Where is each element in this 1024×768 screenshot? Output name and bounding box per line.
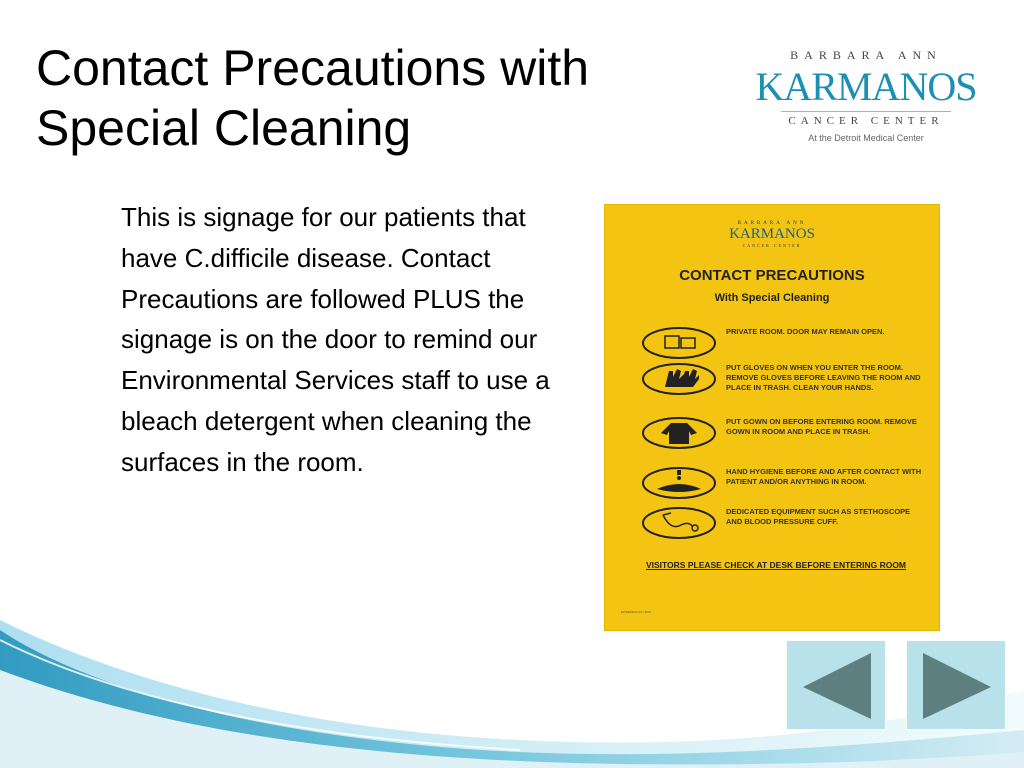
sign-subtitle: With Special Cleaning bbox=[714, 292, 830, 304]
next-slide-button[interactable] bbox=[906, 640, 1006, 730]
logo-line1: BARBARA ANN bbox=[790, 48, 942, 62]
slide-title: Contact Precautions with Special Cleaning bbox=[36, 40, 590, 156]
sign-item-text: PUT GOWN ON BEFORE ENTERING ROOM. REMOVE GOWN IN ROOM AND PLACE IN TRASH. bbox=[726, 417, 917, 436]
logo-line3: At the Detroit Medical Center bbox=[808, 133, 924, 143]
gown-icon bbox=[641, 417, 717, 449]
stethoscope-icon bbox=[641, 507, 717, 539]
logo-line2: CANCER CENTER bbox=[781, 111, 951, 127]
sign-item-text: PUT GLOVES ON WHEN YOU ENTER THE ROOM. REMOVE GLOVES BEFORE LEAVING THE ROOM AND PLACE IN TRASH. CLEAN YOUR HANDS. bbox=[726, 363, 921, 392]
logo-name: KARMANOS bbox=[755, 64, 977, 109]
sign-item-text: HAND HYGIENE BEFORE AND AFTER CONTACT WITH PATIENT AND/OR ANYTHING IN ROOM. bbox=[726, 467, 922, 486]
hand-hygiene-icon bbox=[641, 467, 717, 499]
slide-body-text: This is signage for our patients that have C.difficile disease. Contact Precautions are followed PLUS the signage is on the door to remind our Environmental Services staff to use a bleach detergent when cleaning the surfaces in the room. bbox=[121, 202, 550, 477]
sign-logo-name: KARMANOS bbox=[729, 226, 815, 242]
sign-footer: EPIDEMIOLOGY 8/08 bbox=[621, 610, 651, 614]
sign-logo bbox=[605, 221, 939, 248]
door-icon bbox=[641, 327, 717, 359]
sign-visitors-note: VISITORS PLEASE CHECK AT DESK BEFORE ENTERING ROOM bbox=[645, 560, 907, 570]
sign-title: CONTACT PRECAUTIONS bbox=[679, 267, 865, 284]
sign-item-text: DEDICATED EQUIPMENT SUCH AS STETHOSCOPE AND BLOOD PRESSURE CUFF. bbox=[726, 507, 911, 526]
triangle-right-icon bbox=[907, 641, 1007, 731]
gloves-icon bbox=[641, 363, 717, 395]
previous-slide-button[interactable] bbox=[786, 640, 886, 730]
sign-item-text: PRIVATE ROOM. DOOR MAY REMAIN OPEN. bbox=[726, 327, 885, 336]
triangle-left-icon bbox=[787, 641, 887, 731]
sign-logo-line2: CANCER CENTER bbox=[742, 243, 802, 248]
sign-logo-line1: BARBARA ANN bbox=[737, 221, 807, 226]
karmanos-logo bbox=[752, 48, 980, 143]
